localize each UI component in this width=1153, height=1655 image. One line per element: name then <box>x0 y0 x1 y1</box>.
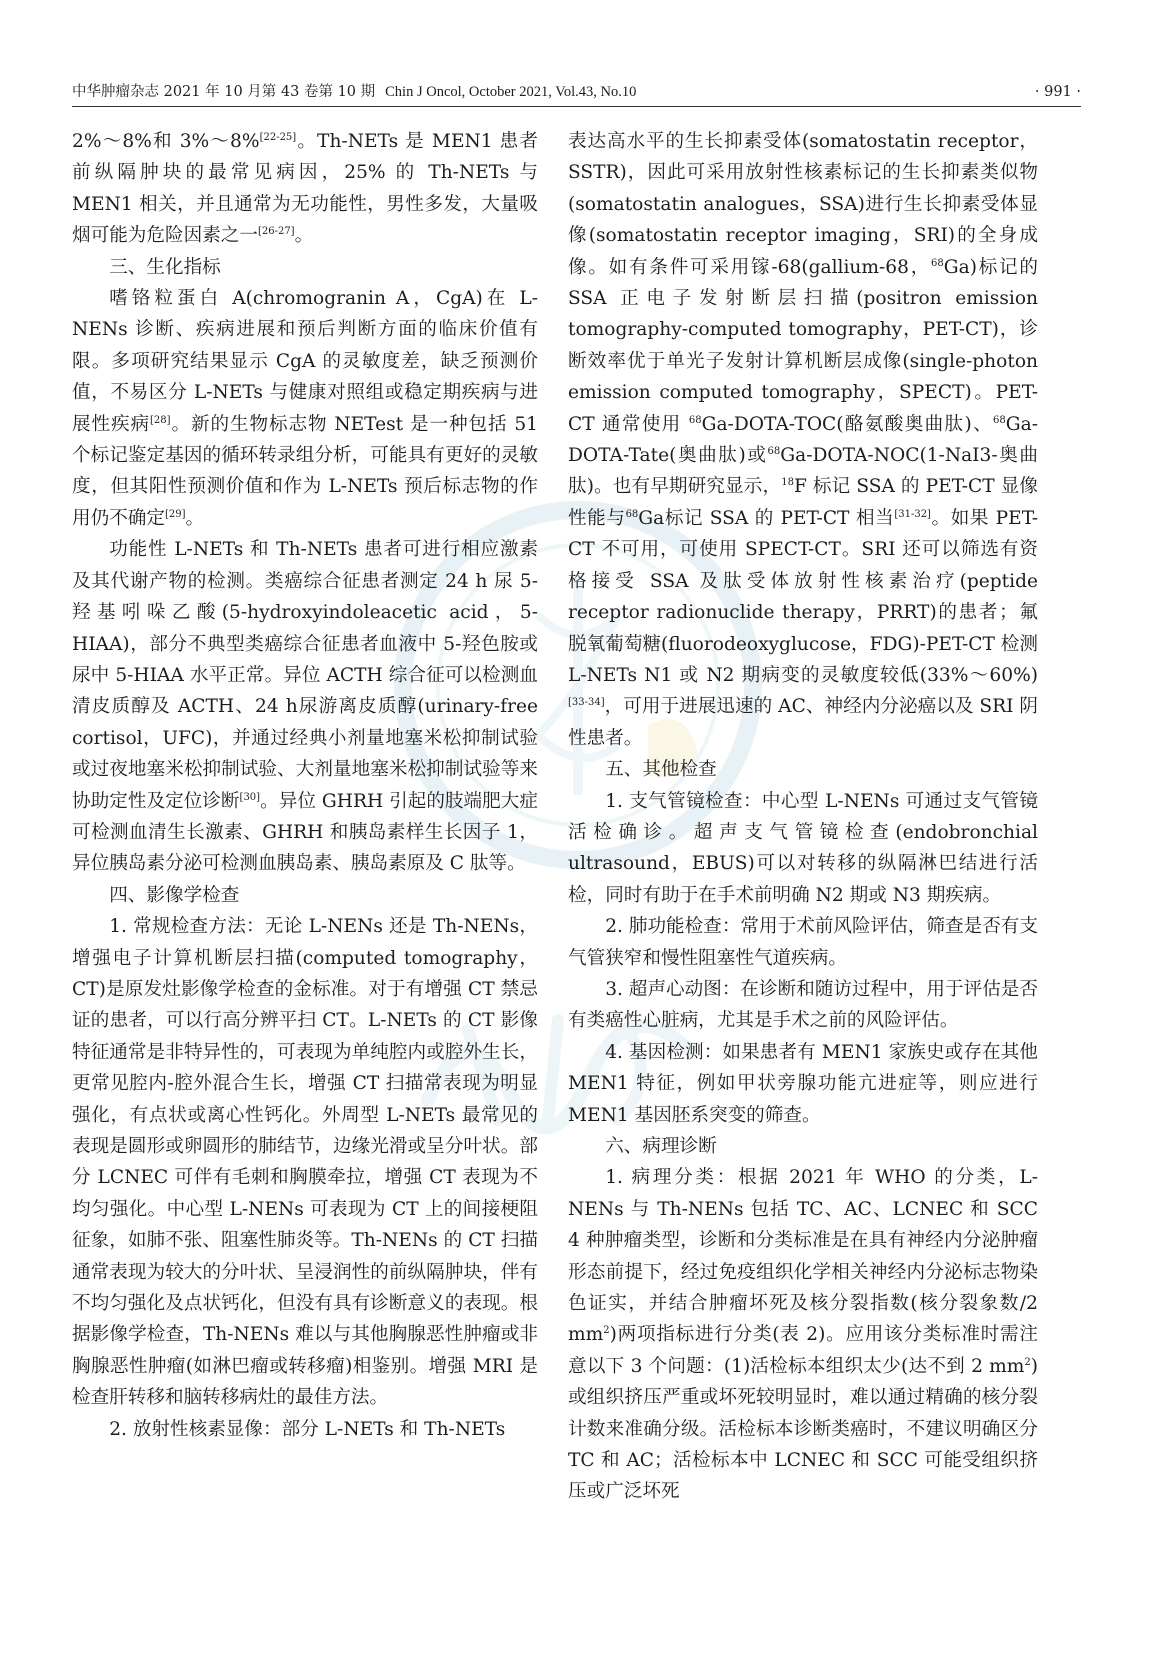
paragraph: 1. 常规检查方法：无论 L-NENs 还是 Th-NENs，增强电子计算机断层扫描(computed tomography，CT)是原发灶影像学检查的金标准。对于有增强 CT 禁忌证的患者，可以行高分辨平扫 CT。L-NETs 的 CT 影像特征通常是非特异性的，可表现为单纯腔内或腔外生长，更常见腔内-腔外混合生长，增强 CT 扫描常表现为明显强化，有点状或离心性钙化。外周型 L-NETs 最常见的表现是圆形或卵圆形的肺结节，边缘光滑或呈分叶状。部分 LCNEC 可伴有毛刺和胸膜牵拉，增强 CT 表现为不均匀强化。中心型 L-NENs 可表现为 CT 上的间接梗阻征象，如肺不张、阻塞性肺炎等。Th-NENs 的 CT 扫描通常表现为较大的分叶状、呈浸润性的前纵隔肿块，伴有不均匀强化及点状钙化，但没有具有诊断意义的表现。根据影像学检查，Th-NENs 难以与其他胸腺恶性肿瘤或非胸腺恶性肿瘤(如淋巴瘤或转移瘤)相鉴别。增强 MRI 是检查肝转移和脑转移病灶的最佳方法。 <box>72 916 538 1409</box>
paragraph: 3. 超声心动图：在诊断和随访过程中，用于评估是否有类癌性心脏病，尤其是手术之前的风险评估。 <box>568 978 1038 1032</box>
paragraph: 1. 病理分类：根据 2021 年 WHO 的分类，L-NENs 与 Th-NENs 包括 TC、AC、LCNEC 和 SCC 4 种肿瘤类型，诊断和分类标准是在具有神经内分泌肿瘤形态前提下，经过免疫组织化学相关神经内分泌标志物染色证实，并结合肿瘤坏死及核分裂指数(核分裂象数/2 $mm^2$)两项指标进行分类(表 2)。应用该分类标准时需注意以下 3 个问题：(1)活检标本组织太少(达不到 2 $mm^2$)或组织挤压严重或坏死较明显时，难以通过精确的核分裂计数来准确分级。活检标本诊断类癌时，不建议明确区分 TC 和 AC；活检标本中 LCNEC 和 SCC 可能受组织挤压或广泛坏死 <box>568 1167 1038 1503</box>
citation-ref: [30] <box>239 791 261 803</box>
section-heading: 五、其他检查 <box>605 759 717 781</box>
left-column <box>72 126 538 1445</box>
paragraph: 2. 放射性核素显像：部分 L-NETs 和 Th-NETs <box>109 1418 506 1440</box>
paragraph: 表达高水平的生长抑素受体(somatostatin receptor，SSTR)，因此可采用放射性核素标记的生长抑素类似物(somatostatin analogues，SSA)进行生长抑素受体显像(somatostatin receptor imaging，SRI)的全身成像。如有条件可采用镓-68(gallium-68，$^{68}$Ga)标记的 SSA 正电子发射断层扫描(positron emission tomography-computed tomography，PET-CT)，诊断效率优于单光子发射计算机断层成像(single-photon emission computed tomography，SPECT)。PET-CT 通常使用 $^{68}$Ga-DOTA-TOC(酪氨酸奥曲肽)、$^{68}$Ga-DOTA-Tate(奥曲肽)或$^{68}$Ga-DOTA-NOC(1-NaI3-奥曲肽)。也有早期研究显示，$^{18}$F 标记 SSA 的 PET-CT 显像性能与$^{68}$Ga标记 SSA 的 PET-CT 相当[31-32]。如果 PET-CT 不可用，可使用 SPECT-CT。SRI 还可以筛选有资格接受 SSA 及肽受体放射性核素治疗(peptide receptor radionuclide therapy，PRRT)的患者；氟脱氧葡萄糖(fluorodeoxyglucose，FDG)-PET-CT 检测 L-NETs N1 或 N2 期病变的灵敏度较低(33%～60%)[33-34]，可用于进展迅速的 AC、神经内分泌癌以及 SRI 阴性患者。 <box>568 131 1038 749</box>
journal-name-en: Chin J Oncol, October 2021, Vol.43, No.10 <box>385 84 637 100</box>
citation-ref: [31-32] <box>894 508 931 520</box>
paragraph: 2%～8%和 3%～8%[22-25]。Th-NETs 是 MEN1 患者前纵隔肿块的最常见病因，25% 的 Th-NETs 与 MEN1 相关，并且通常为无功能性，男性多发，大量吸烟可能为危险因素之一[26-27]。 <box>72 131 538 247</box>
section-heading: 四、影像学检查 <box>109 884 240 906</box>
section-heading: 三、生化指标 <box>109 256 221 278</box>
paragraph: 嗜铬粒蛋白 A(chromogranin A，CgA)在 L-NENs 诊断、疾病进展和预后判断方面的临床价值有限。多项研究结果显示 CgA 的灵敏度差，缺乏预测价值，不易区分 L-NETs 与健康对照组或稳定期疾病与进展性疾病[28]。新的生物标志物 NETest 是一种包括 51 个标记鉴定基因的循环转录组分析，可能具有更好的灵敏度，但其阳性预测价值和作为 L-NETs 预后标志物的作用仍不确定[29]。 <box>72 288 538 529</box>
citation-ref: [29] <box>164 508 186 520</box>
journal-name-cn: 中华肿瘤杂志 2021 年 10 月第 43 卷第 10 期 <box>72 84 376 100</box>
paragraph: 1. 支气管镜检查：中心型 L-NENs 可通过支气管镜活检确诊。超声支气管镜检查(endobronchial ultrasound，EBUS)可以对转移的纵隔淋巴结进行活检，同时有助于在手术前明确 N2 期或 N3 期疾病。 <box>568 790 1038 906</box>
page-number: · 991 · <box>1034 84 1081 100</box>
section-heading: 六、病理诊断 <box>605 1136 717 1157</box>
paragraph: 功能性 L-NETs 和 Th-NETs 患者可进行相应激素及其代谢产物的检测。类癌综合征患者测定 24 h 尿 5-羟基吲哚乙酸(5-hydroxyindoleacetic acid，5-HIAA)，部分不典型类癌综合征患者血液中 5-羟色胺或尿中 5-HIAA 水平正常。异位 ACTH 综合征可以检测血清皮质醇及 ACTH、24 h尿游离皮质醇(urinary-free cortisol，UFC)，并通过经典小剂量地塞米松抑制试验或过夜地塞米松抑制试验、大剂量地塞米松抑制试验等来协助定性及定位诊断[30]。异位 GHRH 引起的肢端肥大症可检测血清生长激素、GHRH 和胰岛素样生长因子 1，异位胰岛素分泌可检测血胰岛素、胰岛素原及 C 肽等。 <box>72 539 538 875</box>
citation-ref: [28] <box>150 414 171 426</box>
journal-citation <box>72 82 636 102</box>
citation-ref: [22-25] <box>259 131 297 143</box>
running-header <box>72 82 1081 107</box>
paragraph: 2. 肺功能检查：常用于术前风险评估，筛查是否有支气管狭窄和慢性阻塞性气道疾病。 <box>568 916 1038 969</box>
citation-ref: [26-27] <box>257 226 295 238</box>
paragraph: 4. 基因检测：如果患者有 MEN1 家族史或存在其他 MEN1 特征，例如甲状旁腺功能亢进症等，则应进行 MEN1 基因胚系突变的筛查。 <box>568 1041 1038 1126</box>
citation-ref: [33-34] <box>568 697 605 709</box>
right-column <box>568 126 1038 1508</box>
